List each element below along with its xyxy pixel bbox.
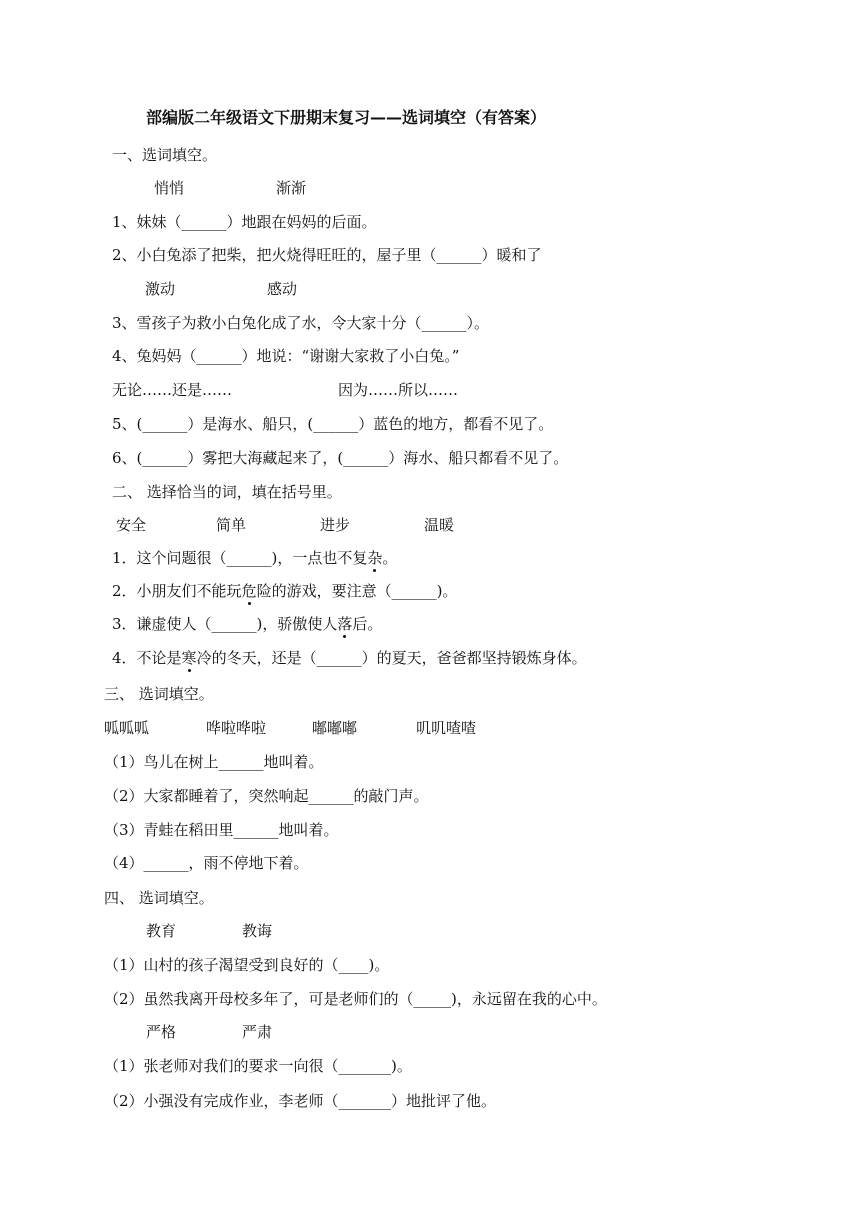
question-line: 3．谦虚使人（______)，骄傲使人落后。	[112, 615, 383, 633]
question-line: （4）______，雨不停地下着。	[104, 854, 309, 872]
emphasis-char: 危	[241, 582, 257, 600]
word-option: 哗啦哗啦	[206, 719, 267, 737]
emphasis-char: 落	[337, 615, 353, 633]
word-option: 激动	[145, 280, 176, 298]
question-line: 6、(______）雾把大海藏起来了，(______）海水、船只都看不见了。	[112, 449, 569, 467]
word-option: 安全	[116, 516, 147, 534]
emphasis-char: 寒	[181, 649, 197, 667]
word-option: 渐渐	[276, 179, 307, 197]
section-2-heading: 二、 选择恰当的词，填在括号里。	[112, 483, 342, 501]
word-option: 严格	[146, 1023, 177, 1041]
section-4-heading: 四、 选词填空。	[104, 889, 214, 907]
word-option: 感动	[267, 280, 298, 298]
word-option: 严肃	[242, 1023, 273, 1041]
question-line: （3）青蛙在稻田里______地叫着。	[104, 821, 339, 839]
word-option: 简单	[216, 516, 247, 534]
word-option: 叽叽喳喳	[416, 719, 477, 737]
question-line: 4．不论是寒冷的冬天，还是（______）的夏天，爸爸都坚持锻炼身体。	[112, 649, 587, 667]
word-option: 嘟嘟嘟	[312, 719, 358, 737]
word-option: 无论……还是……	[112, 381, 233, 399]
question-line: （2）虽然我离开母校多年了，可是老师们的（_____)，永远留在我的心中。	[104, 990, 607, 1008]
question-line: 3、雪孩子为救小白兔化成了水，令大家十分（______）。	[112, 314, 490, 332]
section-3-heading: 三、 选词填空。	[104, 685, 214, 703]
question-line: 5、(______）是海水、船只，(______）蓝色的地方，都看不见了。	[112, 415, 554, 433]
question-line: （1）张老师对我们的要求一向很（_______)。	[104, 1057, 412, 1075]
section-1-heading: 一、选词填空。	[112, 146, 218, 164]
word-option: 呱呱呱	[104, 719, 150, 737]
word-option: 进步	[320, 516, 351, 534]
question-line: （1）鸟儿在树上______地叫着。	[104, 753, 324, 771]
question-line: 1、妹妹（______）地跟在妈妈的后面。	[112, 213, 377, 231]
page-title: 部编版二年级语文下册期末复习——选词填空（有答案）	[146, 108, 547, 127]
word-option: 教诲	[242, 922, 273, 940]
question-line: 2．小朋友们不能玩危险的游戏，要注意（______)。	[112, 582, 458, 600]
question-line: （1）山村的孩子渴望受到良好的（____)。	[104, 956, 390, 974]
question-line: 2、小白兔添了把柴，把火烧得旺旺的，屋子里（______）暖和了	[112, 246, 542, 264]
question-line: （2）大家都睡着了，突然响起______的敲门声。	[104, 787, 429, 805]
question-line: 4、兔妈妈（______）地说：“谢谢大家救了小白兔。”	[112, 347, 460, 365]
emphasis-char: 杂	[367, 549, 383, 567]
word-option: 悄悄	[154, 179, 185, 197]
word-option: 温暖	[424, 516, 455, 534]
word-option: 教育	[146, 922, 177, 940]
question-line: 1．这个问题很（______)，一点也不复杂。	[112, 549, 398, 567]
question-line: （2）小强没有完成作业，李老师（_______）地批评了他。	[104, 1092, 497, 1110]
word-option: 因为……所以……	[338, 381, 459, 399]
